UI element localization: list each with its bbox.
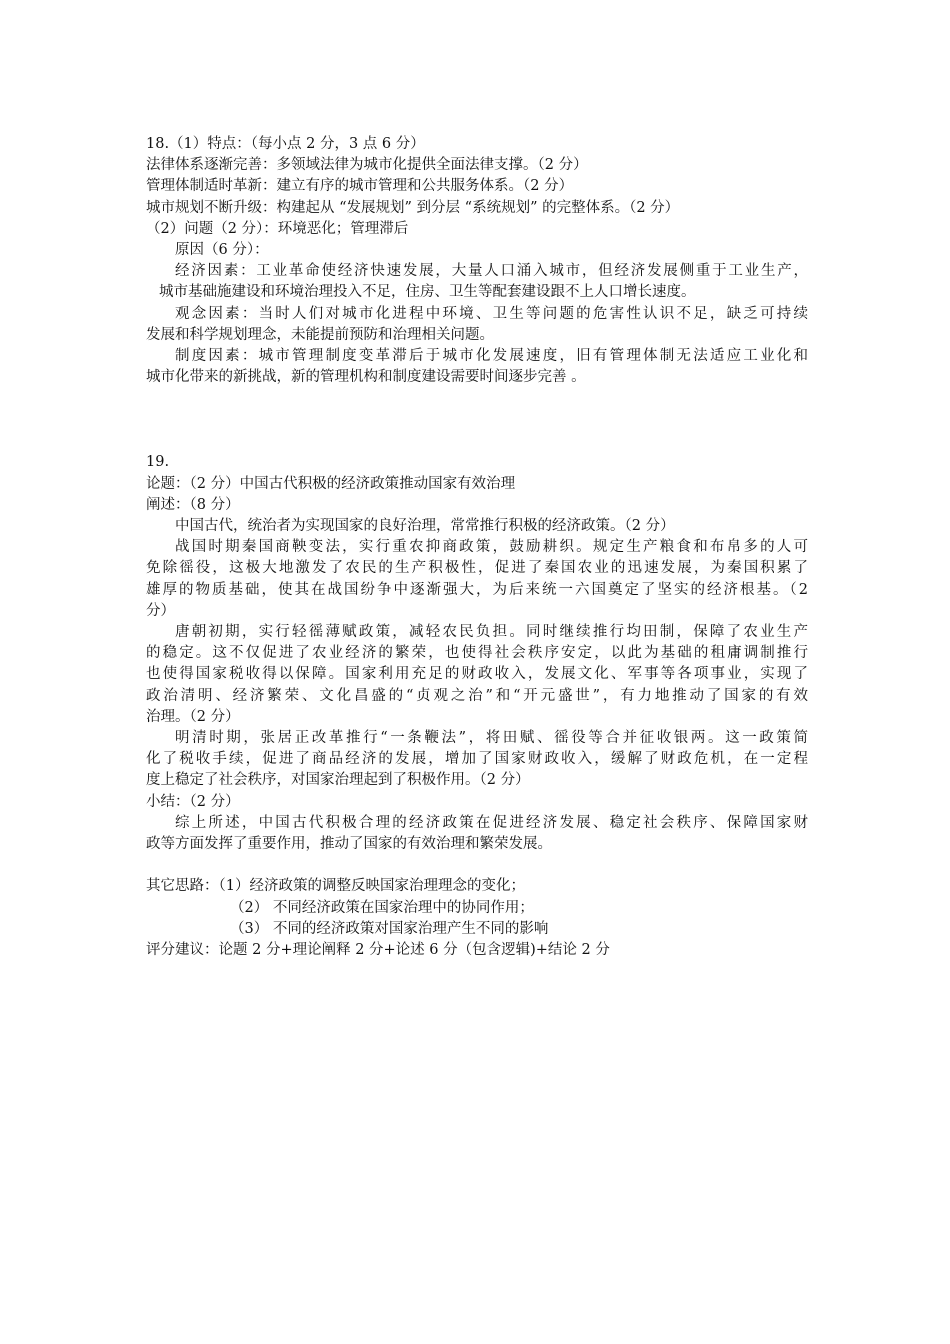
q19-heading: 19. <box>146 454 170 471</box>
q19-thesis: 论题：（2 分）中国古代积极的经济政策推动国家有效治理 <box>146 475 516 492</box>
q19-ming-line-2: 化了税收手续，促进了商品经济的发展，增加了国家财政收入，缓解了财政危机，在一定程 <box>146 751 808 768</box>
q19-tang-line-5: 治理。（2 分） <box>146 708 240 725</box>
q19-qin-line-1: 战国时期秦国商鞅变法，实行重农抑商政策，鼓励耕织。规定生产粮食和布帛多的人可 <box>175 539 808 556</box>
answer-document <box>146 134 808 961</box>
q19-ming-line-3: 度上稳定了社会秩序，对国家治理起到了积极作用。（2 分） <box>146 772 530 789</box>
q19-other-idea-3: （3） 不同的经济政策对国家治理产生不同的影响 <box>230 920 549 937</box>
q18-point-management: 管理体制适时革新：建立有序的城市管理和公共服务体系。（2 分） <box>146 178 574 195</box>
q19-summary-heading: 小结：（2 分） <box>146 793 240 810</box>
q18-idea-line-2: 发展和科学规划理念，未能提前预防和治理相关问题。 <box>146 326 494 343</box>
q19-exposition-heading: 阐述：（8 分） <box>146 496 240 513</box>
q19-grading-suggestion: 评分建议：论题 2 分+理论阐释 2 分+论述 6 分（包含逻辑)+结论 2 分 <box>146 941 610 958</box>
q19-tang-line-1: 唐朝初期，实行轻徭薄赋政策，减轻农民负担。同时继续推行均田制，保障了农业生产 <box>175 624 808 641</box>
q18-reasons-heading: 原因（6 分）： <box>175 242 269 259</box>
q18-economic-line-1: 经济因素：工业革命使经济快速发展，大量人口涌入城市，但经济发展侧重于工业生产， <box>175 263 808 280</box>
q19-qin-line-2: 免除徭役，这极大地激发了农民的生产积极性，促进了秦国农业的迅速发展，为秦国积累了 <box>146 560 808 577</box>
paragraph-spacer <box>146 855 808 876</box>
q19-tang-line-3: 也使得国家税收得以保障。国家利用充足的财政收入，发展文化、军事等各项事业，实现了 <box>146 666 808 683</box>
q18-economic-line-2: 城市基础施建设和环境治理投入不足，住房、卫生等配套建设跟不上人口增长速度。 <box>159 284 696 301</box>
section-spacer <box>146 388 808 452</box>
q19-qin-line-4: 分） <box>146 602 175 619</box>
q19-intro: 中国古代，统治者为实现国家的良好治理，常常推行积极的经济政策。（2 分） <box>175 518 675 535</box>
q19-tang-line-4: 政治清明、经济繁荣、文化昌盛的“贞观之治”和“开元盛世”，有力地推动了国家的有效 <box>146 687 808 704</box>
q18-point-planning: 城市规划不断升级：构建起从 “发展规划” 到分层 “系统规划” 的完整体系。（2 分） <box>146 199 680 216</box>
q19-tang-line-2: 的稳定。这不仅促进了农业经济的繁荣，也使得社会秩序安定，以此为基础的租庸调制推行 <box>146 645 808 662</box>
q19-other-idea-2: （2） 不同经济政策在国家治理中的协同作用； <box>230 899 534 916</box>
q19-other-idea-1: 其它思路：（1）经济政策的调整反映国家治理理念的变化； <box>146 878 525 895</box>
q18-heading: 18.（1）特点：（每小点 2 分，3 点 6 分） <box>146 136 425 152</box>
q18-idea-line-1: 观念因素：当时人们对城市化进程中环境、卫生等问题的危害性认识不足，缺乏可持续 <box>175 305 808 322</box>
q18-problems: （2）问题（2 分）：环境恶化；管理滞后 <box>146 220 409 237</box>
q19-qin-line-3: 雄厚的物质基础，使其在战国纷争中逐渐强大，为后来统一六国奠定了坚实的经济根基。（2 <box>146 581 808 598</box>
q18-section <box>146 134 808 388</box>
q19-section <box>146 452 808 961</box>
q19-summary-line-2: 政等方面发挥了重要作用，推动了国家的有效治理和繁荣发展。 <box>146 836 552 853</box>
q18-system-line-2: 城市化带来的新挑战，新的管理机构和制度建设需要时间逐步完善 。 <box>146 369 586 386</box>
q19-ming-line-1: 明清时期，张居正改革推行“一条鞭法”，将田赋、徭役等合并征收银两。这一政策简 <box>175 730 808 747</box>
q19-summary-line-1: 综上所述，中国古代积极合理的经济政策在促进经济发展、稳定社会秩序、保障国家财 <box>175 814 808 831</box>
q18-point-law: 法律体系逐渐完善：多领域法律为城市化提供全面法律支撑。（2 分） <box>146 157 588 174</box>
q18-system-line-1: 制度因素：城市管理制度变革滞后于城市化发展速度，旧有管理体制无法适应工业化和 <box>175 348 808 365</box>
